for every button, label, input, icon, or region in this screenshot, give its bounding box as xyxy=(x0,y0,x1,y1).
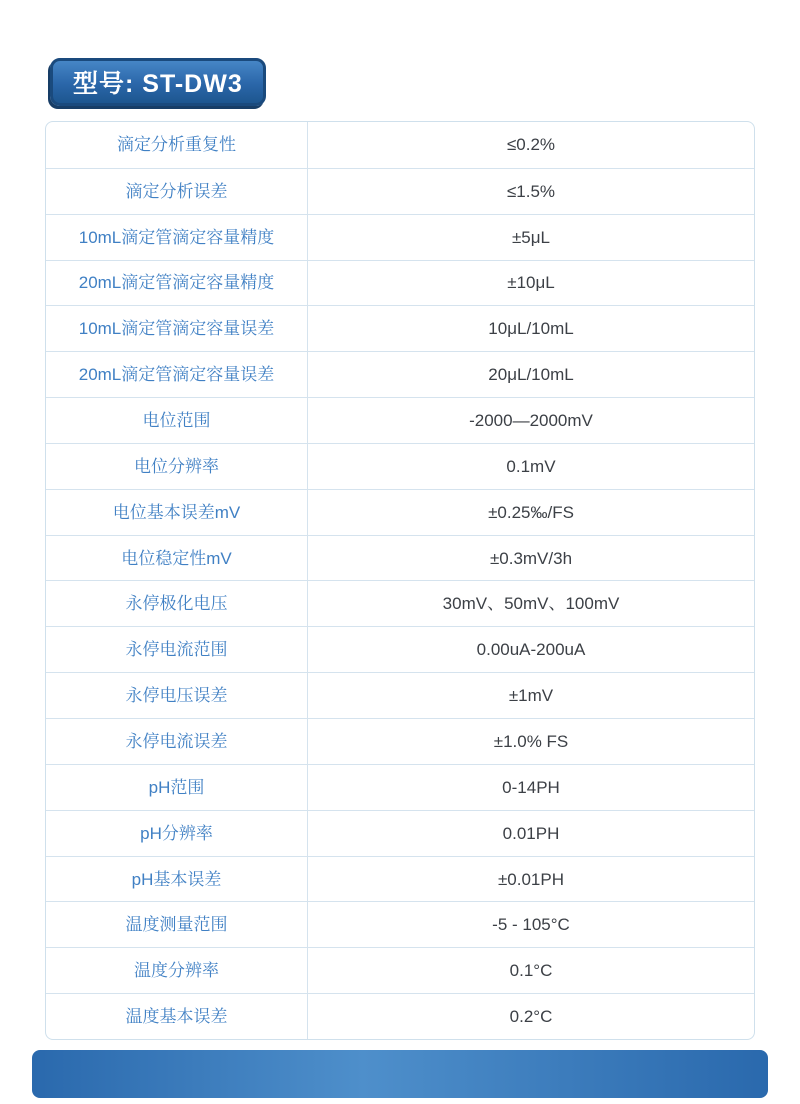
spec-value: 0.1mV xyxy=(506,456,556,476)
spec-value: 20μL/10mL xyxy=(488,365,574,385)
spec-label: pH基本误差 xyxy=(46,857,308,902)
table-row xyxy=(46,305,754,351)
spec-value: 30mV、50mV、100mV xyxy=(442,594,620,614)
spec-value: 0.00uA-200uA xyxy=(476,640,586,660)
spec-label: pH分辨率 xyxy=(46,811,308,856)
table-row xyxy=(46,626,754,672)
table-row xyxy=(46,901,754,947)
table-row xyxy=(46,764,754,810)
spec-value: ±1mV xyxy=(508,686,554,706)
spec-label: 滴定分析重复性 xyxy=(46,122,308,168)
spec-label: 永停电流范围 xyxy=(46,627,308,672)
spec-label: 20mL滴定管滴定容量误差 xyxy=(46,352,308,397)
spec-label: 10mL滴定管滴定容量精度 xyxy=(46,215,308,260)
spec-value: ±1.0% FS xyxy=(493,731,569,751)
table-row xyxy=(46,214,754,260)
spec-label: 温度分辨率 xyxy=(46,948,308,993)
table-row xyxy=(46,718,754,764)
table-row xyxy=(46,535,754,581)
spec-label: 永停电压误差 xyxy=(46,673,308,718)
spec-label: 温度测量范围 xyxy=(46,902,308,947)
table-row xyxy=(46,122,754,168)
table-row xyxy=(46,993,754,1039)
spec-value: ±10μL xyxy=(507,273,555,293)
table-row xyxy=(46,580,754,626)
spec-label: 20mL滴定管滴定容量精度 xyxy=(46,261,308,306)
spec-label: 电位分辨率 xyxy=(46,444,308,489)
model-badge: 型号: ST-DW3 xyxy=(50,58,266,106)
bottom-divider-bar xyxy=(32,1050,768,1098)
spec-value: 0-14PH xyxy=(502,777,560,797)
spec-label: 电位范围 xyxy=(46,398,308,443)
spec-label: pH范围 xyxy=(46,765,308,810)
table-row xyxy=(46,168,754,214)
spec-value: ±0.25‰/FS xyxy=(488,502,574,522)
table-row xyxy=(46,489,754,535)
spec-value: ±5μL xyxy=(511,227,551,247)
spec-value: ≤0.2% xyxy=(506,135,556,155)
spec-table xyxy=(45,121,755,1040)
spec-label: 温度基本误差 xyxy=(46,994,308,1039)
spec-value: ±0.01PH xyxy=(497,869,565,889)
spec-label: 永停极化电压 xyxy=(46,581,308,626)
spec-value: 0.01PH xyxy=(502,823,560,843)
table-row xyxy=(46,856,754,902)
spec-value: 10μL/10mL xyxy=(488,319,574,339)
table-row xyxy=(46,810,754,856)
spec-value: ±0.3mV/3h xyxy=(489,548,573,568)
spec-value: -2000—2000mV xyxy=(469,411,593,431)
table-row xyxy=(46,260,754,306)
spec-label: 10mL滴定管滴定容量误差 xyxy=(46,306,308,351)
table-row xyxy=(46,351,754,397)
spec-value: -5 - 105°C xyxy=(492,915,570,935)
spec-label: 电位基本误差mV xyxy=(46,490,308,535)
spec-label: 滴定分析误差 xyxy=(46,169,308,214)
spec-value: 0.1°C xyxy=(509,961,553,981)
table-row xyxy=(46,947,754,993)
table-row xyxy=(46,397,754,443)
table-row xyxy=(46,443,754,489)
spec-label: 永停电流误差 xyxy=(46,719,308,764)
spec-value: 0.2°C xyxy=(509,1007,553,1027)
table-row xyxy=(46,672,754,718)
spec-value: ≤1.5% xyxy=(506,181,556,201)
spec-label: 电位稳定性mV xyxy=(46,536,308,581)
